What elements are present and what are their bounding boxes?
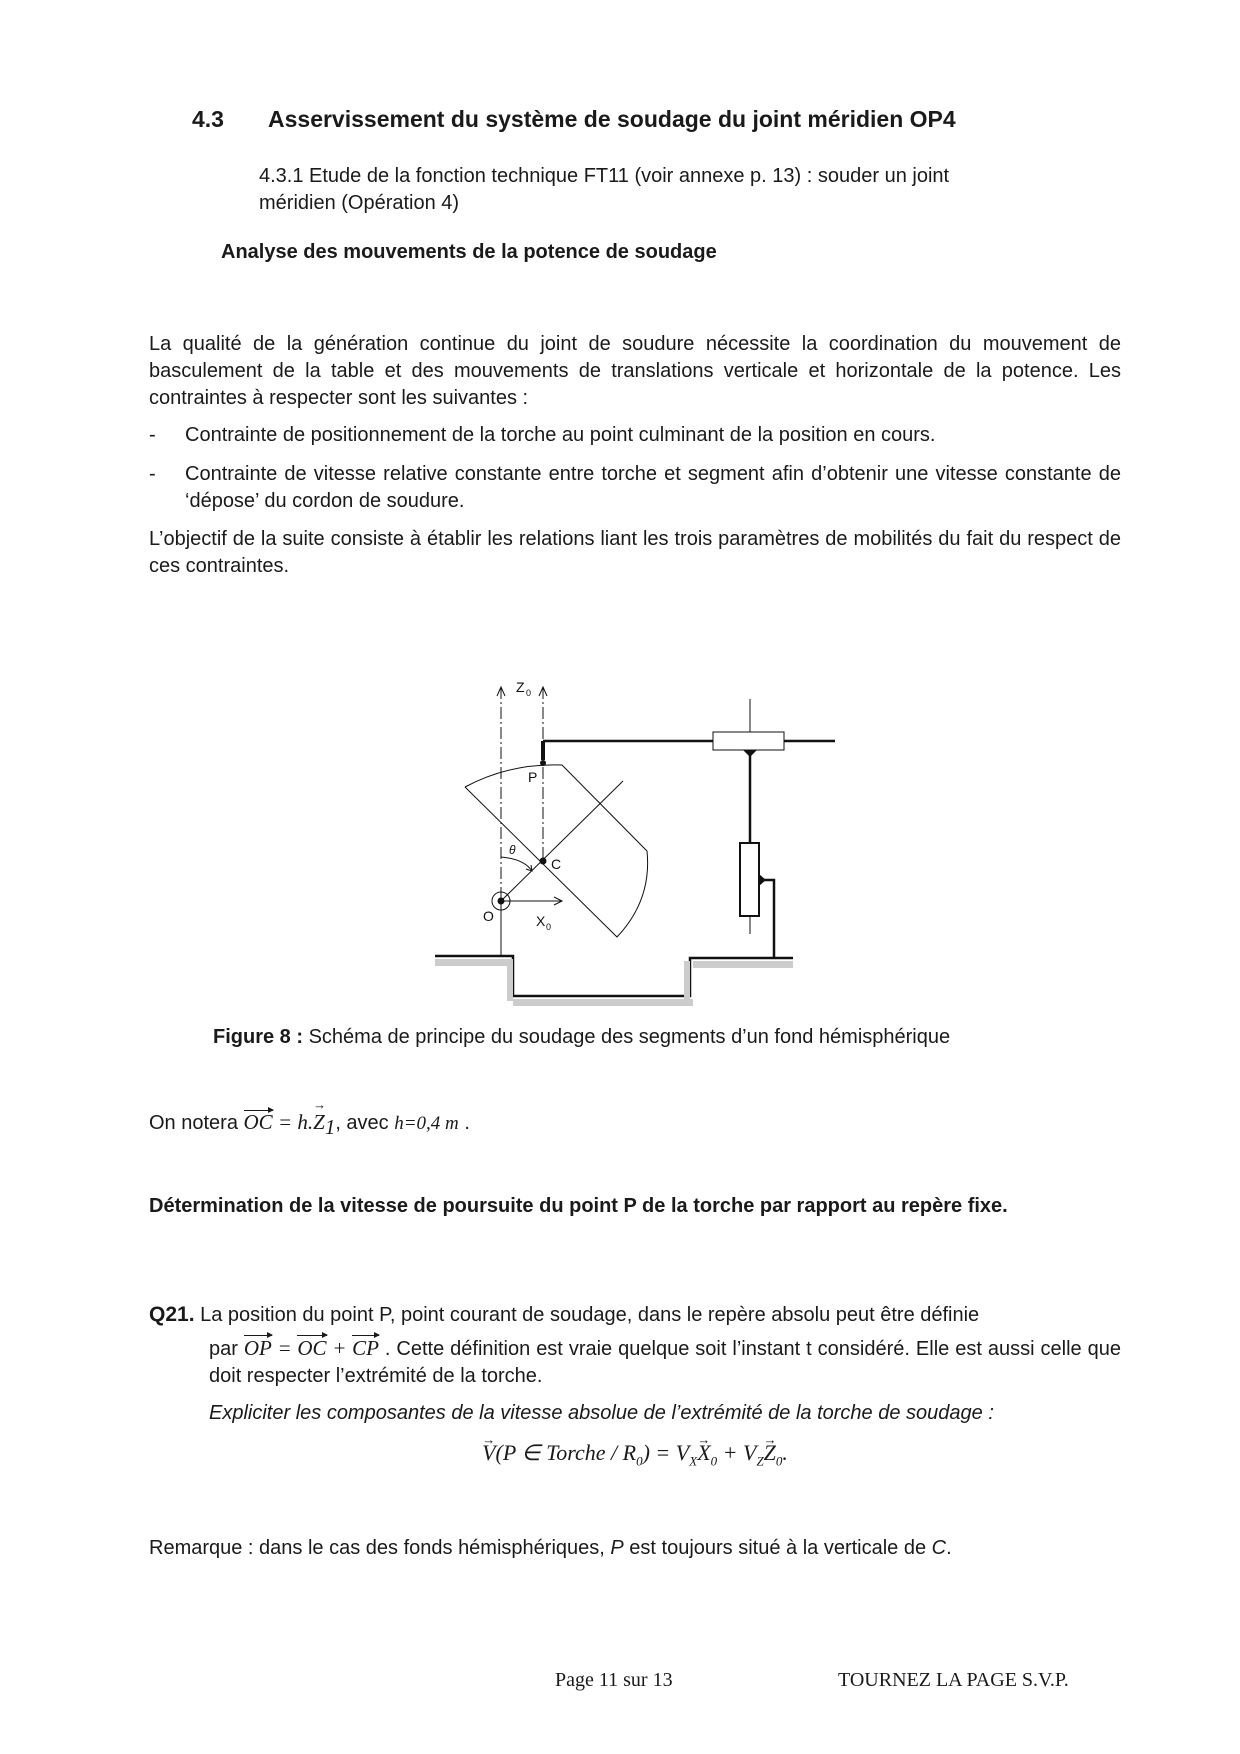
svg-text:0: 0 [526,688,532,698]
text: (P ∈ Torche / R [495,1440,637,1465]
p-label: P [528,769,538,785]
h-value: h=0,4 m [394,1113,459,1134]
text: Remarque : dans le cas des fonds hémisphériques, [149,1537,611,1559]
text: . [782,1440,788,1465]
text: V → [482,1439,495,1466]
z0-label: Z [516,679,525,695]
text: = h. [272,1110,314,1134]
text: Z → [764,1439,776,1466]
intro-paragraph: La qualité de la génération continue du joint de soudure nécessite la coordination du mouvement de basculement de la table et des mouvements de translations verticale et horizontale de la potence. Les contraintes à respecter sont les suivantes : [149,333,1121,409]
subsection [259,163,949,217]
vertical-slider [740,843,759,916]
text: P [610,1537,624,1559]
point-p [540,760,546,766]
constraint-item [149,422,1121,449]
vector-op: OP [243,1336,272,1360]
subsection-line2: méridien (Opération 4) [259,192,460,214]
analysis-heading: Analyse des mouvements de la potence de soudage [221,241,717,263]
text: = [271,1336,298,1360]
theta-label: θ [509,843,516,857]
constraint-text: Contrainte de positionnement de la torche au point culminant de la position en cours. [185,424,936,446]
text: , avec [335,1112,395,1134]
text: Z [756,1453,764,1469]
text: On notera [149,1112,244,1134]
determination-heading: Détermination de la vitesse de poursuite du point P de la torche par rapport au repère fixe. [149,1195,1008,1217]
vector-cp: CP [352,1336,379,1360]
point-o [498,898,505,905]
text: . [946,1537,952,1559]
text: La position du point P, point courant de soudage, dans le repère absolu peut être définie [194,1304,980,1326]
text: X → [697,1439,710,1466]
vector-oc: OC [297,1336,327,1360]
theta-arc [501,857,532,871]
objective-paragraph: L’objectif de la suite consiste à établir les relations liant les trois paramètres de mobilités du fait du respect de ces contraintes. [149,528,1121,577]
subsection-line1: 4.3.1 Etude de la fonction technique FT11 (voir annexe p. 13) : souder un joint [259,165,950,187]
text: ) = V [642,1440,690,1465]
text: par [209,1338,244,1360]
text: 0 [710,1453,718,1469]
horizontal-slider [713,732,784,750]
ground-shadow [435,959,793,1006]
vector-z1: Z → [313,1110,325,1135]
bullet-dash: - [149,424,156,446]
turn-page-note: TOURNEZ LA PAGE S.V.P. [838,1669,1069,1691]
constraints-list [149,422,1121,515]
q21-body [149,1335,1121,1390]
text: 0 [775,1453,783,1469]
text: 1 [324,1115,336,1139]
q21-line1 [149,1301,1121,1329]
vector-oc: OC [243,1110,273,1134]
text: . [458,1112,470,1134]
constraint-item [149,461,1121,515]
text: 0 [636,1453,643,1469]
text: est toujours situé à la verticale de [623,1537,932,1559]
velocity-formula [149,1439,1121,1474]
welding-schematic-figure [420,660,870,1020]
figure-caption [213,1026,950,1049]
point-c [540,858,547,865]
bullet-dash: - [149,463,156,485]
question-label: Q21. [149,1303,195,1326]
notation-line [149,1110,470,1140]
page-number: Page 11 sur 13 [555,1669,673,1691]
caption-label: Figure 8 : [213,1026,304,1048]
constraint-text: Contrainte de vitesse relative constante entre torche et segment afin d’obtenir une vitesse constante de ‘dépose’ du cordon de soudure. [185,463,1121,512]
section-title: Asservissement du système de soudage du joint méridien OP4 [268,106,956,132]
caption-text: Schéma de principe du soudage des segments d’un fond hémisphérique [303,1026,951,1048]
q21-instruction: Expliciter les composantes de la vitesse absolue de l’extrémité de la torche de soudage : [209,1402,994,1424]
remark [149,1537,952,1560]
svg-text:0: 0 [546,922,552,932]
text: . Cette définition est vraie quelque soit l’instant t considéré. Elle est aussi celle que doit respecter l’extrémité de la torche. [209,1338,1122,1387]
question-q21 [149,1301,1121,1474]
text: + V [717,1440,757,1465]
x0-label: X [536,913,546,929]
c-label: C [551,856,562,872]
text: X [689,1453,698,1469]
text: + [326,1336,353,1360]
section-number: 4.3 [192,106,224,132]
text: C [931,1537,947,1559]
o-label: O [483,908,494,924]
